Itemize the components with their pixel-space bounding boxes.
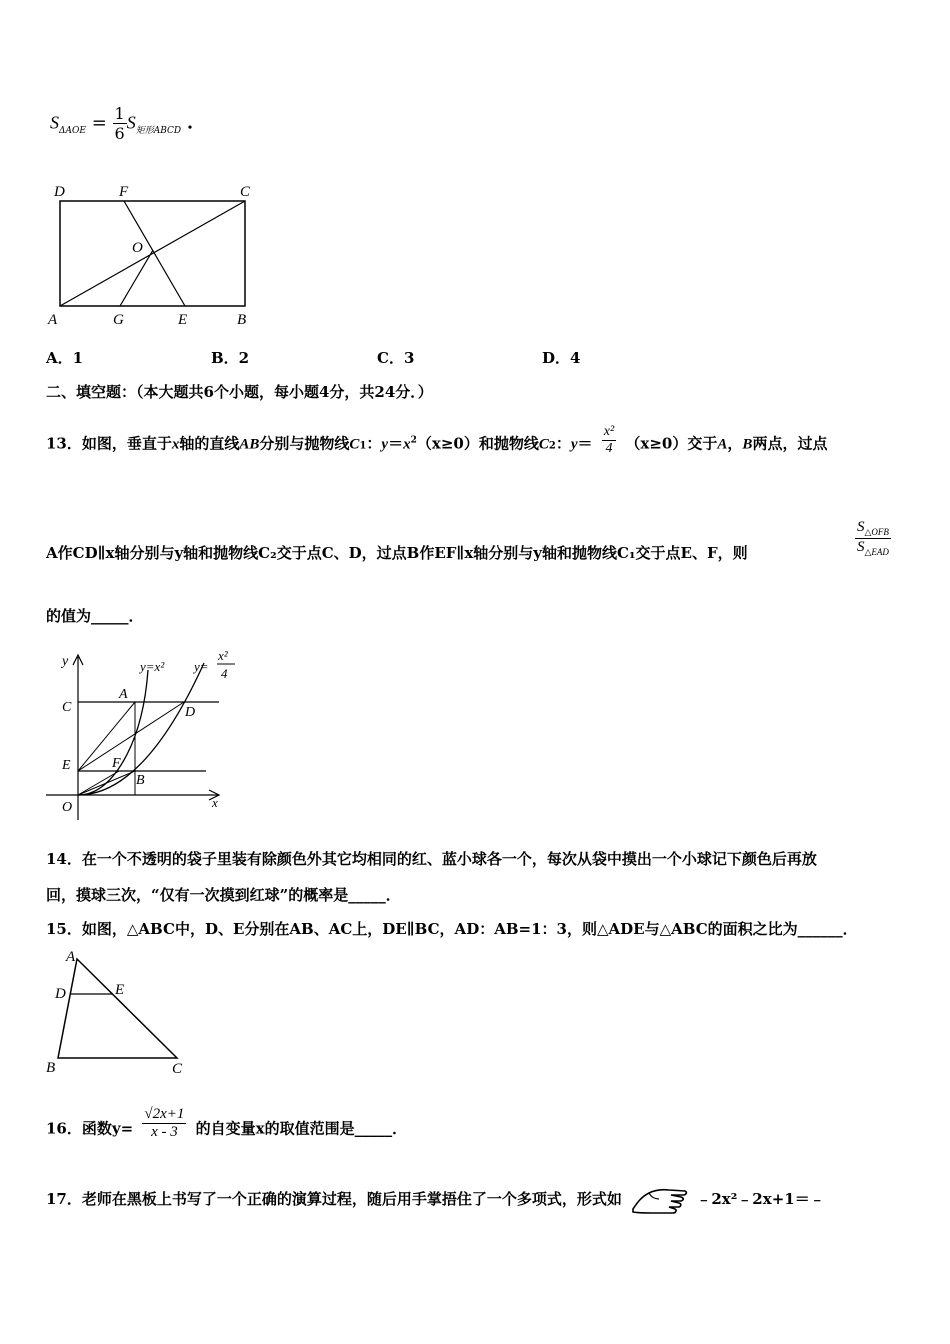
label-d: D	[54, 184, 65, 200]
q16-fraction: $\frac{√2x+1}{x - 3}$	[144, 1106, 185, 1140]
label-c: C	[62, 700, 72, 715]
choice-d[interactable]: D．4	[542, 349, 581, 367]
choice-a[interactable]: A．1	[46, 349, 84, 367]
formula-sub-left: ΔAOE	[59, 126, 86, 137]
q14-line1: 14．在一个不透明的袋子里装有除颜色外其它均相同的红、蓝小球各一个，每次从袋中摸出一个小球记下颜色后再放	[46, 850, 817, 868]
formula-s2: S	[126, 112, 136, 133]
parabola-graph	[44, 645, 244, 825]
formula-fraction: $\frac{1}{6}$	[114, 104, 125, 143]
hand-icon	[629, 1183, 689, 1217]
triangle-abc	[58, 959, 177, 1058]
q15-text: 15．如图，△ABC中，D、E分别在AB、AC上，DE∥BC，AD：AB=1：3，则△ADE与△ABC的面积之比为______．	[46, 920, 858, 938]
formula-eq: =	[91, 112, 107, 134]
q14-line2: 回，摸球三次，“仅有一次摸到红球”的概率是_____．	[46, 886, 401, 904]
label-b: B	[136, 773, 145, 788]
label-f: F	[112, 756, 121, 771]
label-e: E	[178, 312, 188, 328]
q13-fraction: $\frac{\text{x²}}{4}$	[603, 424, 615, 456]
rectangle-figure	[40, 178, 270, 333]
q17-text: 17．老师在黑板上书写了一个正确的演算过程，随后用手掌捂住了一个多项式，形式如 ﹣2x²﹣2x+1＝﹣	[46, 1183, 825, 1217]
label-f: F	[119, 184, 129, 200]
formula-sub-right: 矩形ABCD	[135, 126, 182, 137]
choice-b[interactable]: B．2	[211, 349, 250, 367]
diagonal-ac	[60, 201, 245, 306]
q13-line1: 13．如图，垂直于x轴的直线AB分别与抛物线C1：$y=x^2(x\ge 0)$和抛物线C2：y＝ $\frac{\text{x²}}{4}$ （x≥0）交于A，B两点，过点	[46, 424, 828, 456]
label-x-axis: x	[212, 795, 218, 810]
segment-ea	[78, 702, 135, 771]
triangle-figure	[40, 946, 200, 1078]
label-a: A	[66, 949, 76, 965]
label-curve1: y=x²	[140, 659, 165, 674]
label-curve2-y: y=	[194, 659, 209, 674]
label-d: D	[185, 705, 196, 720]
segment-og	[120, 250, 153, 306]
q13-line2: A作CD∥x轴分别与y轴和抛物线C₂交于点C、D，过点B作EF∥x轴分别与y轴和抛物线C₁交于点E、F，则	[46, 544, 748, 562]
label-curve2-num: x²	[218, 648, 228, 663]
segment-ob	[78, 771, 135, 795]
label-e: E	[62, 758, 71, 773]
label-c: C	[172, 1061, 183, 1077]
formula-period: .	[186, 112, 194, 134]
label-o: O	[62, 800, 73, 815]
label-b: B	[46, 1060, 56, 1076]
choice-c[interactable]: C．3	[377, 349, 415, 367]
q13-ratio: $\frac{S_{\triangle OFB}}{S_{\triangle EAD}}$	[857, 519, 889, 557]
label-a: A	[48, 312, 58, 328]
label-curve2-den: 4	[221, 666, 228, 681]
segment-ed	[78, 702, 184, 771]
label-g: G	[113, 312, 124, 328]
section-heading: 二、填空题：（本大题共6个小题，每小题4分，共24分．）	[46, 383, 433, 401]
label-c: C	[240, 184, 251, 200]
area-formula	[50, 104, 193, 143]
label-a: A	[119, 687, 128, 702]
label-e: E	[115, 982, 125, 998]
label-b: B	[237, 312, 247, 328]
label-y-axis: y	[62, 654, 69, 669]
label-d: D	[55, 986, 66, 1002]
q16-text: 16．函数y= $\frac{√2x+1}{x - 3}$ 的自变量x的取值范围是_____．	[46, 1106, 408, 1140]
label-o: O	[132, 240, 143, 256]
formula-s: S	[50, 112, 59, 133]
q13-line3: 的值为_____．	[46, 607, 144, 625]
